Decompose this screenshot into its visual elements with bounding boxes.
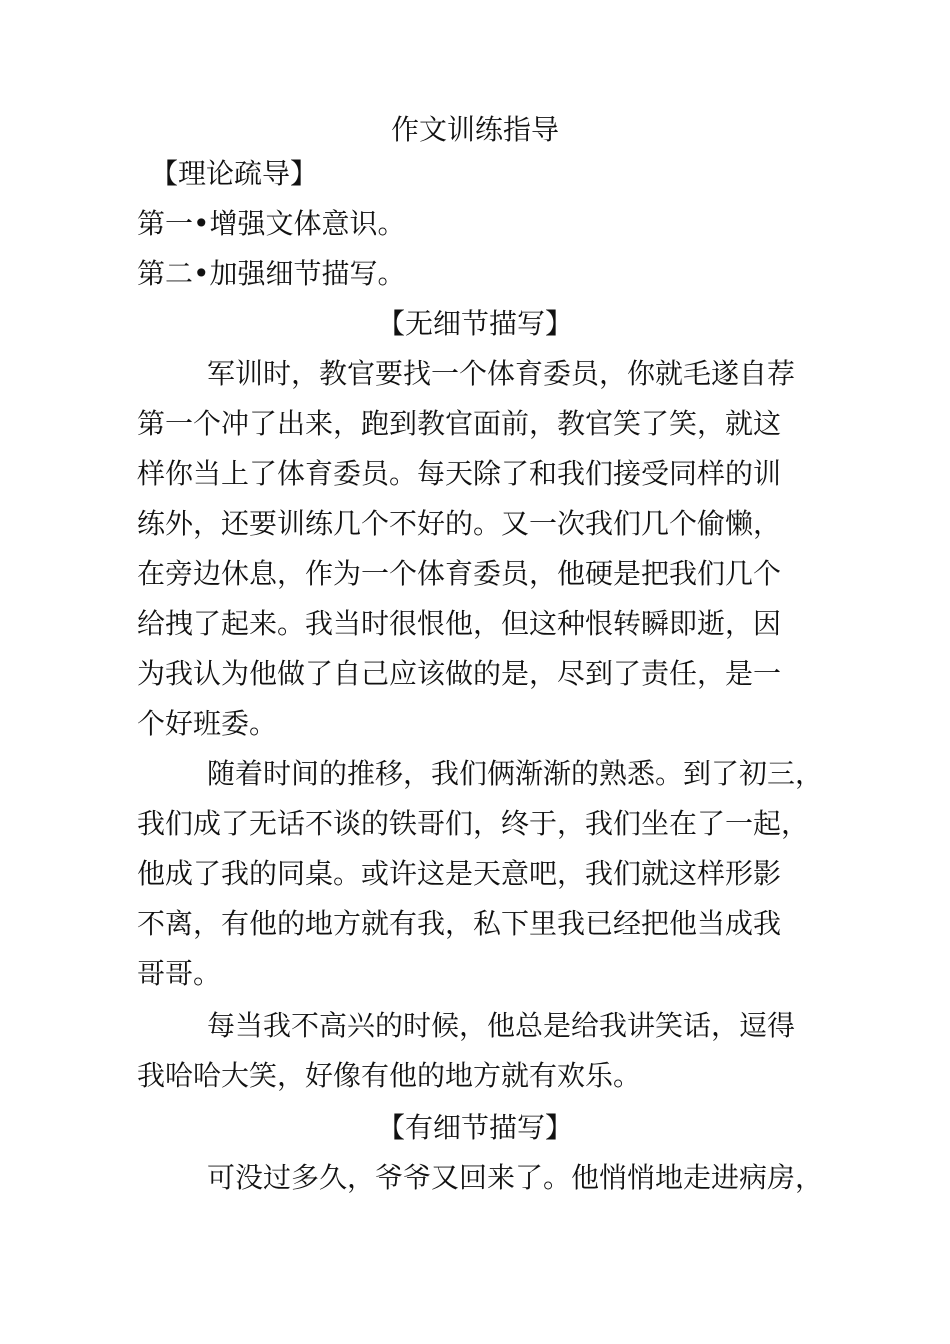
paragraph-line: 第一个冲了出来，跑到教官面前，教官笑了笑，就这 <box>137 407 782 440</box>
paragraph-line: 他成了我的同桌。或许这是天意吧，我们就这样形影 <box>137 857 782 890</box>
paragraph-line: 为我认为他做了自己应该做的是，尽到了责任，是一 <box>137 657 782 690</box>
theory-heading: 【理论疏导】 <box>150 157 319 190</box>
document-title: 作文训练指导 <box>390 113 559 146</box>
paragraph-line: 军训时，教官要找一个体育委员，你就毛遂自荐 <box>207 357 796 390</box>
paragraph-line: 可没过多久，爷爷又回来了。他悄悄地走进病房， <box>207 1161 824 1194</box>
no-detail-heading: 【无细节描写】 <box>376 307 573 340</box>
detail-heading: 【有细节描写】 <box>376 1111 573 1144</box>
paragraph-line: 样你当上了体育委员。每天除了和我们接受同样的训 <box>137 457 782 490</box>
paragraph-line: 随着时间的推移，我们俩渐渐的熟悉。到了初三， <box>207 757 824 790</box>
paragraph-line: 哥哥。 <box>137 957 222 990</box>
paragraph-line: 给拽了起来。我当时很恨他，但这种恨转瞬即逝，因 <box>137 607 782 640</box>
paragraph-line: 在旁边休息，作为一个体育委员，他硬是把我们几个 <box>137 557 782 590</box>
point-one: 第一•增强文体意识。 <box>137 207 406 240</box>
paragraph-line: 每当我不高兴的时候，他总是给我讲笑话，逗得 <box>207 1009 796 1042</box>
paragraph-line: 我哈哈大笑，好像有他的地方就有欢乐。 <box>137 1059 642 1092</box>
paragraph-line: 不离，有他的地方就有我，私下里我已经把他当成我 <box>137 907 782 940</box>
point-two: 第二•加强细节描写。 <box>137 257 406 290</box>
paragraph-line: 练外，还要训练几个不好的。又一次我们几个偷懒， <box>137 507 782 540</box>
paragraph-line: 个好班委。 <box>137 707 278 740</box>
paragraph-line: 我们成了无话不谈的铁哥们，终于，我们坐在了一起， <box>137 807 810 840</box>
